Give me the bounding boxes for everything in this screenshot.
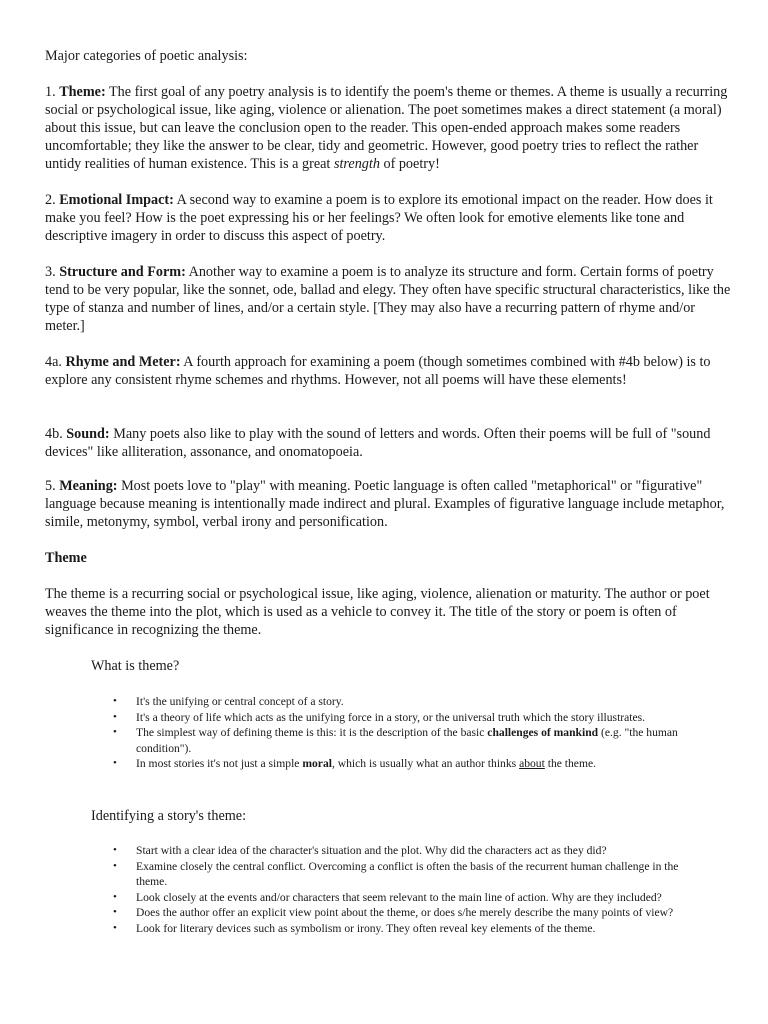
identifying-theme-list (109, 843, 689, 936)
list-item: • It's a theory of life which acts as the unifying force in a story, or the universal truth which the story illustrates. (109, 710, 689, 726)
theme-item (45, 83, 735, 173)
theme-heading: Theme (45, 550, 87, 566)
item-number: 4a. (45, 354, 66, 370)
rhyme-meter-item (45, 353, 735, 389)
list-item: • Does the author offer an explicit view point about the theme, or does s/he merely describe the many points of view? (109, 905, 689, 921)
item-number: 4b. (45, 426, 67, 442)
list-item: • The simplest way of defining theme is this: it is the description of the basic challenges of mankind (e.g. "the human condition"). (109, 725, 689, 756)
intro-line: Major categories of poetic analysis: (45, 48, 248, 64)
item-label: Emotional Impact: (59, 192, 174, 208)
what-is-theme-heading: What is theme? (91, 658, 180, 674)
item-text: Most poets love to "play" with meaning. Poetic language is often called "metaphorical" or "figurative" language because meaning is intentionally made indirect and plural. Examples of figurative language include metaphor, simile, metonymy, symbol, verbal irony and personification. (45, 478, 725, 530)
bold-challenges: challenges of mankind (487, 726, 599, 739)
item-label: Structure and Form: (59, 264, 186, 280)
underline-about: about (519, 757, 545, 770)
item-text: A second way to examine a poem is to explore its emotional impact on the reader. How does it make you feel? How is the poet expressing his or her feelings? We often look for emotive elements like tone and descriptive imagery in order to discuss this aspect of poetry. (45, 192, 713, 244)
item-text: Another way to examine a poem is to analyze its structure and form. Certain forms of poetry tend to be very popular, like the sonnet, ode, ballad and elegy. They often have specific structural characteristics, like the type of stanza and number of lines, and/or a certain style. [They may also have a recurring pattern of rhyme and/or meter.] (45, 264, 731, 334)
item-text: Many poets also like to play with the sound of letters and words. Often their poems will be full of "sound devices" like alliteration, assonance, and onomatopoeia. (45, 426, 711, 460)
emotional-impact-item (45, 191, 735, 245)
item-number: 1. (45, 84, 60, 100)
item-label: Theme: (59, 84, 106, 100)
item-label: Sound: (66, 426, 110, 442)
identifying-theme-heading: Identifying a story's theme: (91, 808, 247, 824)
bold-moral: moral (302, 757, 332, 770)
theme-paragraph: The theme is a recurring social or psychological issue, like aging, violence, alienation or maturity. The author or poet weaves the theme into the plot, which is used as a vehicle to convey it. The title of the story or poem is often of significance in recognizing the theme. (45, 586, 710, 638)
meaning-item (45, 477, 735, 531)
what-is-theme-list (109, 694, 689, 772)
emphasis-strength: strength (333, 156, 380, 172)
list-item: • Look closely at the events and/or characters that seem relevant to the main line of action. Why are they included? (109, 890, 689, 906)
item-text-end: of poetry! (379, 156, 440, 172)
list-item: • Look for literary devices such as symbolism or irony. They often reveal key elements of the theme. (109, 921, 689, 937)
item-label: Meaning: (59, 478, 118, 494)
item-text: The first goal of any poetry analysis is to identify the poem's theme or themes. A theme is usually a recurring social or psychological issue, like aging, violence or alienation. The poet sometimes makes a direct statement (a moral) about this issue, but can leave the conclusion open to the reader. This open-ended approach makes some readers uncomfortable; they like the answer to be clear, tidy and geometric. However, good poetry tries to reflect the rather untidy realities of human existence. This is a great (45, 84, 728, 172)
structure-form-item (45, 263, 735, 335)
list-item: • In most stories it's not just a simple moral, which is usually what an author thinks about the theme. (109, 756, 689, 772)
list-item: • It's the unifying or central concept of a story. (109, 694, 689, 710)
item-label: Rhyme and Meter: (65, 354, 181, 370)
item-number: 5. (45, 478, 60, 494)
item-text: A fourth approach for examining a poem (though sometimes combined with #4b below) is to explore any consistent rhyme schemes and rhythms. However, not all poems will have these elements! (45, 354, 711, 388)
list-item: • Examine closely the central conflict. Overcoming a conflict is often the basis of the recurrent human challenge in the theme. (109, 859, 689, 890)
item-number: 3. (45, 264, 60, 280)
list-item: • Start with a clear idea of the character's situation and the plot. Why did the characters act as they did? (109, 843, 689, 859)
sound-item (45, 425, 735, 461)
item-number: 2. (45, 192, 60, 208)
